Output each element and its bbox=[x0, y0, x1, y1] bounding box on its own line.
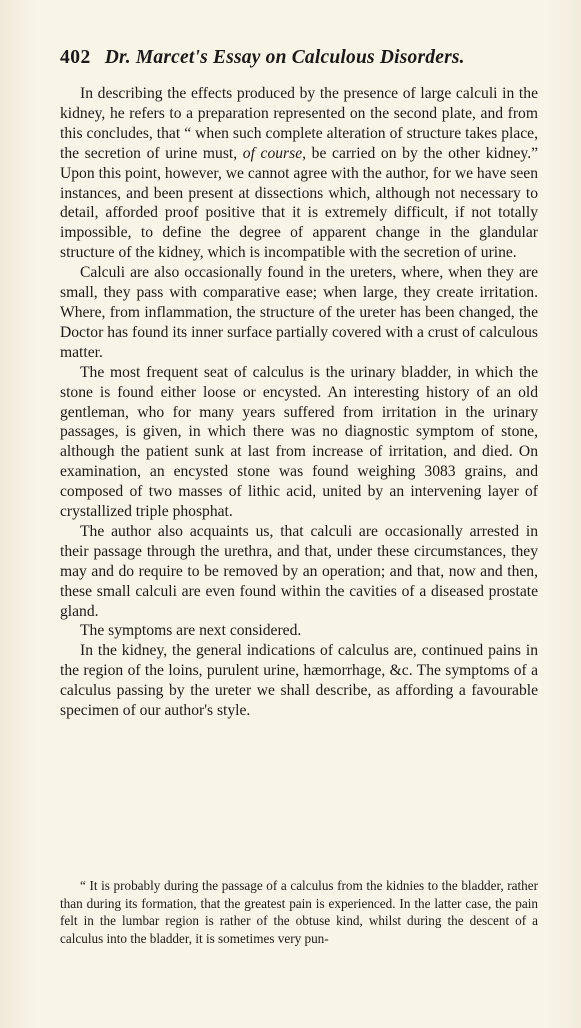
paragraph: In describing the effects produced by the presence of large calculi in the kidney, he refers to a preparation represented on the second plate, and from this concludes, that “ when such complete alteration of structure takes place, the secretion of urine must, of course, be carried on by the other kidney.” Upon this point, however, we cannot agree with the author, for we have seen instances, and been present at dissections which, although not necessary to detail, afforded proof positive that it is extremely difficult, if not totally impossible, to define the degree of apparent change in the glandular structure of the kidney, which is incompatible with the secretion of urine. bbox=[60, 85, 539, 262]
quote-text: “ It is probably during the passage of a calculus from the kidnies to the bladder, rather than during its formation, that the greatest pain is experienced. In the latter case, the pain felt in the lumbar region is rather of the obtuse kind, whilst during the descent of a calculus into the bladder, it is sometimes very pun- bbox=[60, 878, 538, 946]
paragraph: In the kidney, the general indications of calculus are, continued pains in the region of the loins, purulent urine, hæmorrhage, &c. The symptoms of a calculus passing by the ureter we shall describe, as affording a favourable specimen of our author's style. bbox=[60, 642, 538, 720]
paragraph: The most frequent seat of calculus is the urinary bladder, in which the stone is found either loose or encysted. An interesting history of an old gentleman, who for many years suffered from irritation in the urinary passages, is given, in which there was no diagnostic symptom of stone, although the patient sunk at last from increase of irritation, and died. On examination, an encysted stone was found weighing 3083 grains, and composed of two masses of lithic acid, united by an intervening layer of crystallized triple phosphat. bbox=[60, 363, 538, 521]
page-header bbox=[60, 44, 540, 72]
paragraph: The author also acquaints us, that calculi are occasionally arrested in their passage through the urethra, and that, under these circumstances, they may and do require to be removed by an operation; and that, now and then, these small calculi are even found within the cavities of a diseased prostate gland. bbox=[60, 522, 538, 620]
paragraph: The symptoms are next considered. bbox=[80, 622, 302, 640]
block-quote bbox=[60, 877, 538, 947]
body-text bbox=[60, 84, 538, 721]
page-number: 402 bbox=[60, 47, 91, 68]
paragraph: Calculi are also occasionally found in the ureters, where, when they are small, they pass with comparative ease; when large, they create irritation. Where, from inflammation, the structure of the ureter has been changed, the Doctor has found its inner surface partially covered with a crust of calculous matter. bbox=[60, 264, 538, 361]
running-title: Dr. Marcet's Essay on Calculous Disorders. bbox=[104, 47, 465, 68]
